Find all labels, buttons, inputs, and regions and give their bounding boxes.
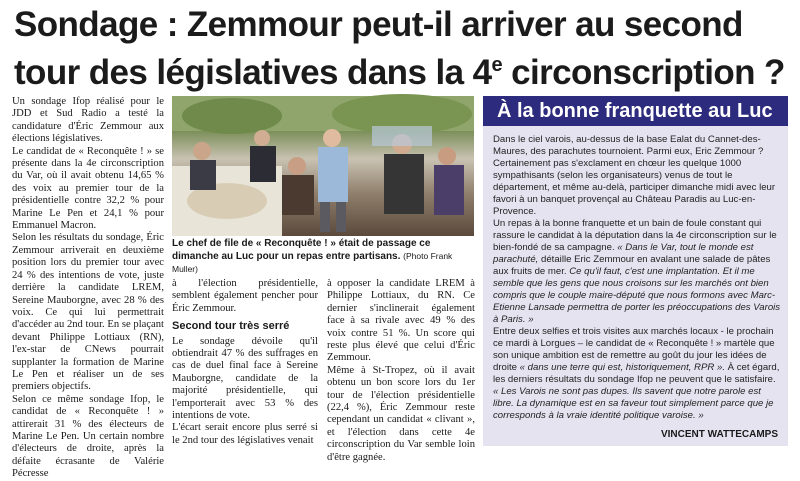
col1-paragraph-1: Un sondage Ifop réalisé pour le JDD et Sud Radio a testé la candidature d'Éric Zemmour aux élections législatives. (12, 96, 164, 145)
box-paragraph-1: Dans le ciel varois, au-dessus de la base Ealat du Cannet-des-Maures, des parachutes tournoient. Parmi eux, Eric Zemmour ? Certainement pas s'exclament en chœur les quelque 1000 sympathisants (selon les organisateurs) venus de tout le département, et même au-delà, participer dimanche midi avec leur favori à un banquet provençal au Château Paradis au Luc-en-Provence. (493, 134, 776, 217)
photo-illustration (172, 96, 474, 236)
headline-line-2 (14, 45, 794, 93)
col1-paragraph-4: Selon ce même sondage Ifop, le candidat de « Reconquête ! » attirerait 31 % des électeurs de Marine Le Pen. Un certain nombre d'électeurs de droite, après la défaite écrasante de Valérie Pécresse (12, 393, 164, 480)
author-signature: VINCENT WATTECAMPS (660, 429, 778, 440)
col1-paragraph-3: Selon les résultats du sondage, Éric Zemmour arriverait en deuxième position lors du premier tour avec 24 % des intentions de vote, juste derrière la candidate LREM, Sereine Mauborgne, avec 28 % des voix. Ce qui lui permettrait d'accéder au 2nd tour. En se plaçant devant Philippe Lottiaux (RN), l'ex-star de CNews pourrait supplanter la formation de Marine Le Pen et réaliser un de ses premiers objectifs. (12, 232, 164, 393)
box-paragraph-3 (493, 326, 781, 422)
box-paragraph-2 (493, 218, 781, 326)
headline-superscript: e (491, 54, 502, 76)
caption-text: Le chef de file de « Reconquête ! » était de passage ce dimanche au Luc pour un repas entre partisans. (172, 238, 431, 262)
column-3 (327, 278, 475, 464)
box-p2-part-c: détaille Eric Zemmour en avalant une salade de pâtes aux fruits de mer. (493, 254, 771, 277)
column-2 (172, 278, 318, 447)
sidebar-box-title: À la bonne franquette au Luc (483, 96, 788, 126)
box-p3-part-c: À cet égard, les derniers résultats du sondage Ifop ne peuvent que le satisfaire. (493, 362, 780, 385)
article-photo (172, 96, 474, 236)
photo-caption (172, 238, 474, 276)
col2-paragraph-3: L'écart serait encore plus serré si le 2nd tour des législatives venait (172, 422, 318, 446)
col3-paragraph-2: Même à St-Tropez, où il avait obtenu un bon score lors du 1er tour de l'élection présidentielle (22,4 %), Éric Zemmour reste cependant un candidat « clivant », et l'élection dans cette 4e circonscription du Var semble loin d'être gagnée. (327, 364, 475, 463)
photo-credit: (Photo Frank Muller) (172, 251, 453, 274)
box-p2-quote-1: « Dans le Var, tout le monde est parachuté, (493, 242, 754, 265)
col2-paragraph-2: Le sondage dévoile qu'il obtiendrait 47 % des suffrages en cas de duel final face à Sereine Mauborgne, candidate de la majorité présidentielle, qui l'emporterait avec 53 % des intentions de vote. (172, 335, 318, 422)
column-1 (12, 96, 164, 481)
headline-line-1: Sondage : Zemmour peut-il arriver au second (14, 5, 743, 44)
col3-paragraph-1: à opposer la candidate LREM à Philippe Lottiaux, du RN. Ce dernier s'inclinerait également face à sa rivale avec 49 % des voix contre 51 %. Un score qui reste plus élevé que celui d'Éric Zemmour. (327, 278, 475, 364)
box-p2-part-a: Un repas à la bonne franquette et un bain de foule constant qui rassure le candidat à la députation dans la 4e circonscription sur le bien-fondé de sa campagne. (493, 218, 777, 253)
article-headline (14, 4, 794, 93)
box-p3-quote-1: « dans une terre qui est, historiquement, RPR ». (519, 362, 725, 373)
sidebar-box (483, 96, 788, 446)
box-p3-quote-2: « Les Varois ne sont pas dupes. Ils savent que notre parole est libre. La dynamique est en sa faveur tout simplement parce que je corresponds à la vraie identité politique varoise. » (493, 386, 774, 421)
headline-line-2-end: circonscription ? (501, 53, 785, 92)
sidebar-box-body (493, 134, 781, 422)
col2-paragraph-1: à l'élection présidentielle, semblent également pencher pour Éric Zemmour. (172, 278, 318, 314)
section-subheading: Second tour très serré (172, 320, 290, 333)
box-p3-part-a: Entre deux selfies et trois visites aux marchés locaux - le prochain ce mardi à Lorgues – le candidat de « Reconquête ! » martèle que son unique ambition est de remettre au goût du jour les idées de droite (493, 326, 775, 373)
headline-line-2-start: tour des législatives dans la 4 (14, 53, 492, 92)
col1-paragraph-2: Le candidat de « Reconquête ! » se présente dans la 4e circonscription du Var, où il avait obtenu 14,65 % des voix au premier tour de la présidentielle contre 32,2 % pour Marine Le Pen et 24,1 % pour Emmanuel Macron. (12, 145, 164, 232)
box-p2-quote-2: Ce qu'il faut, c'est une implantation. Et il me semble que les gens que nous croisons sur les marchés ont bien compris que le couple maire-député que nous formons avec Marc-Etienne Lansade permettra de porter les préoccupations des Varois à Paris. » (493, 266, 781, 325)
